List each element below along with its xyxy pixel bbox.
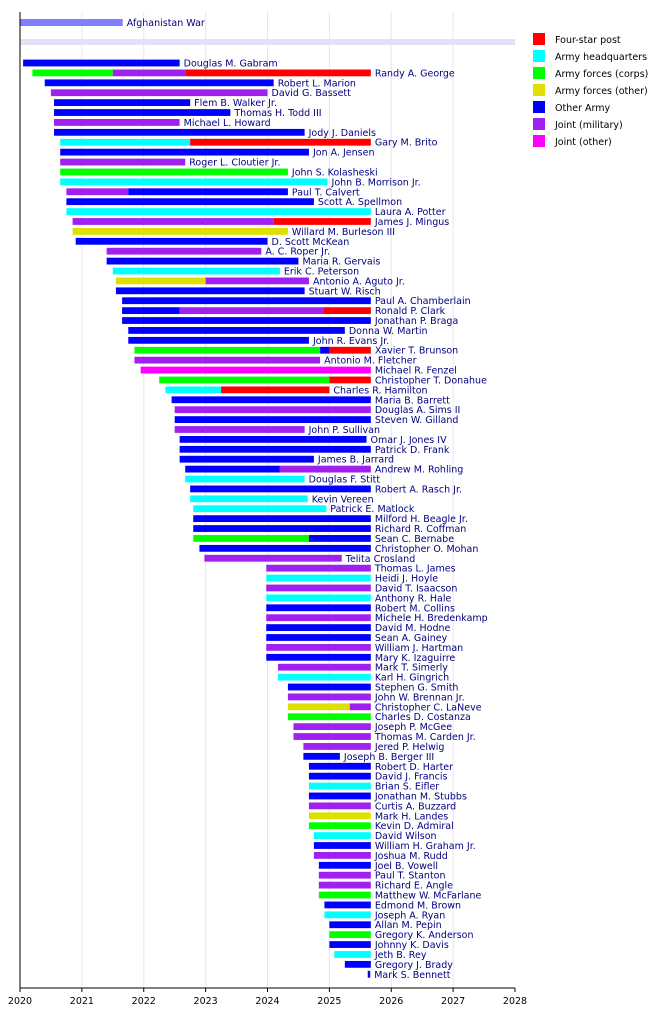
officer-label: David Wilson — [374, 831, 437, 843]
officer-label: Jeth B. Rey — [374, 949, 427, 961]
bar-segment-otherarmy — [128, 337, 309, 344]
officer-label: Jonathan M. Stubbs — [374, 791, 467, 803]
bar-segment-armyhq — [314, 832, 371, 839]
period-separator — [20, 39, 515, 45]
officer-label: Curtis A. Buzzard — [374, 801, 457, 813]
bar-segment-jointmil — [206, 278, 309, 285]
officer-label: John B. Morrison Jr. — [331, 177, 421, 189]
officer-label: Robert M. Collins — [374, 603, 455, 615]
bar-segment-otherarmy — [180, 446, 371, 453]
tick-label-2020: 2020 — [7, 996, 33, 1007]
officer-label: Omar J. Jones IV — [370, 434, 447, 446]
bar-segment-otherarmy — [128, 327, 345, 334]
officer-label: Xavier T. Brunson — [374, 345, 459, 357]
bar-segment-jointmil — [280, 466, 371, 473]
bar-segment-otherarmy — [23, 60, 180, 67]
officer-label: John R. Evans Jr. — [312, 335, 390, 347]
tick-label-2026: 2026 — [379, 996, 404, 1007]
bar-segment-otherarmy — [324, 902, 370, 909]
bar-segment-otherarmy — [180, 456, 314, 463]
tick-label-2021: 2021 — [69, 996, 94, 1007]
officer-label: Steven W. Gilland — [374, 415, 459, 427]
officer-label: Christopher O. Mohan — [374, 543, 479, 555]
officer-label: Karl H. Gingrich — [374, 672, 450, 684]
bar-segment-armyhq — [165, 386, 221, 393]
bar-segment-otherarmy — [190, 486, 371, 493]
bar-segment-armyother — [309, 812, 371, 819]
officer-label: Paul T. Stanton — [374, 870, 446, 882]
bar-segment-otherarmy — [60, 149, 309, 156]
officer-label: Heidi J. Hoyle — [374, 573, 439, 585]
officer-label: Kevin D. Admiral — [374, 821, 454, 833]
officer-label: Patrick D. Frank — [374, 444, 450, 456]
bar-segment-armyhq — [113, 268, 280, 275]
bar-segment-armyhq — [193, 505, 326, 512]
officer-label: Richard R. Coffman — [374, 524, 467, 536]
officer-label: James J. Mingus — [374, 216, 450, 228]
tick-label-2028: 2028 — [502, 996, 528, 1007]
bar-segment-otherarmy — [345, 961, 371, 968]
legend-swatch-jointother — [533, 135, 545, 147]
legend-swatch-armyother — [533, 84, 545, 96]
bar-segment-armyhq — [60, 178, 327, 185]
bar-segment-jointmil — [278, 664, 371, 671]
bar-segment-armyhq — [190, 495, 308, 502]
officer-label: Donna W. Martin — [348, 325, 428, 337]
bar-segment-otherarmy — [320, 347, 329, 354]
officer-label: William H. Graham Jr. — [374, 840, 476, 852]
bar-segment-jointmil — [175, 426, 305, 433]
officer-label: Gregory J. Brady — [374, 959, 453, 971]
officer-label: Gregory K. Anderson — [374, 930, 474, 942]
bar-segment-jointother — [141, 367, 371, 374]
officer-label: Joseph P. McGee — [374, 722, 453, 734]
bar-segment-jointmil — [293, 733, 370, 740]
bar-segment-jointmil — [180, 307, 324, 314]
bar-segment-armyother — [288, 703, 350, 710]
legend-swatch-fourstar — [533, 33, 545, 45]
officer-label: David G. Bassett — [271, 88, 351, 100]
legend-label-otherarmy: Other Army — [555, 103, 611, 114]
bar-segment-otherarmy — [303, 753, 340, 760]
officer-label: Randy A. George — [374, 68, 455, 80]
bar-segment-jointmil — [107, 248, 262, 255]
officer-label: Stephen G. Smith — [374, 682, 459, 694]
bar-segment-otherarmy — [314, 842, 371, 849]
bar-segment-jointmil — [134, 357, 320, 364]
bar-segment-otherarmy — [54, 109, 230, 116]
officer-label: Joseph A. Ryan — [374, 910, 446, 922]
officer-label: Douglas F. Stitt — [308, 474, 381, 486]
legend-swatch-otherarmy — [533, 101, 545, 113]
officer-label: Sean A. Gainey — [374, 632, 448, 644]
officer-label: Robert D. Harter — [374, 761, 454, 773]
bar-segment-otherarmy — [76, 238, 268, 245]
officer-label: Paul A. Chamberlain — [374, 296, 471, 308]
bar-segment-otherarmy — [66, 198, 314, 205]
officer-label: Gary M. Brito — [374, 137, 438, 149]
bar-segment-otherarmy — [172, 396, 371, 403]
tick-label-2027: 2027 — [441, 996, 466, 1007]
legend-label-corps: Army forces (corps) — [555, 69, 649, 80]
officer-label: Charles D. Costanza — [374, 712, 471, 724]
officer-label: Thomas M. Carden Jr. — [374, 732, 476, 744]
bar-segment-corps — [32, 70, 112, 77]
bar-segment-armyhq — [266, 575, 371, 582]
bar-segment-armyhq — [309, 783, 371, 790]
bar-segment-otherarmy — [54, 129, 305, 136]
bar-segment-fourstar — [274, 218, 371, 225]
bar-segment-corps — [309, 822, 371, 829]
officer-label: John S. Kolasheski — [291, 167, 378, 179]
officer-label: Kevin Vereen — [311, 494, 374, 506]
bar-segment-jointmil — [314, 852, 371, 859]
bar-segment-armyhq — [324, 911, 370, 918]
officer-label: Thomas L. James — [374, 563, 456, 575]
officer-label: David J. Francis — [374, 771, 448, 783]
officer-label: Stuart W. Risch — [308, 286, 381, 298]
bar-segment-otherarmy — [266, 604, 371, 611]
officer-label: Douglas A. Sims II — [374, 405, 461, 417]
bar-segment-armyother — [73, 228, 288, 235]
officer-label: Joseph B. Berger III — [343, 751, 435, 763]
officer-label: Robert A. Rasch Jr. — [374, 484, 463, 496]
bar-segment-fourstar — [329, 377, 370, 384]
bar-segment-otherarmy — [193, 525, 371, 532]
bar-segment-otherarmy — [329, 941, 370, 948]
bar-segment-jointmil — [60, 159, 185, 166]
officer-label: Jon A. Jensen — [312, 147, 375, 159]
bar-segment-otherarmy — [45, 79, 274, 86]
bar-segment-otherarmy — [193, 515, 371, 522]
bar-segment-jointmil — [309, 802, 371, 809]
officer-label: Michael L. Howard — [183, 117, 271, 129]
bar-segment-jointmil — [266, 585, 371, 592]
bar-segment-otherarmy — [266, 624, 371, 631]
officer-label: Mark H. Landes — [374, 811, 449, 823]
officer-label: Andrew M. Rohling — [374, 464, 464, 476]
officer-label: D. Scott McKean — [271, 236, 350, 248]
officer-label: Antonio A. Aguto Jr. — [312, 276, 405, 288]
bar-segment-armyhq — [185, 476, 304, 483]
officer-label: Ronald P. Clark — [374, 306, 446, 318]
officer-label: Anthony R. Hale — [374, 593, 452, 605]
officer-label: Christopher T. Donahue — [374, 375, 487, 387]
officer-label: Johnny K. Davis — [374, 940, 449, 952]
bar-segment-jointmil — [204, 555, 341, 562]
legend-label-armyother: Army forces (other) — [555, 86, 648, 97]
officer-label: William J. Hartman — [374, 642, 464, 654]
legend-label-jointmil: Joint (military) — [555, 120, 623, 131]
officer-label: A. C. Roper Jr. — [265, 246, 330, 258]
bar-segment-jointmil — [66, 188, 128, 195]
bar-segment-jointmil — [303, 743, 370, 750]
tick-label-2023: 2023 — [193, 996, 218, 1007]
bar-segment-jointmil — [319, 882, 371, 889]
legend-swatch-jointmil — [533, 118, 545, 130]
bar-segment-jointmil — [319, 872, 371, 879]
legend-label-armyhq: Army headquarters — [555, 52, 648, 63]
bar-segment-fourstar — [221, 386, 329, 393]
bar-segment-otherarmy — [329, 921, 370, 928]
officer-label: Charles R. Hamilton — [333, 385, 428, 397]
bar-segment-jointmil — [288, 694, 371, 701]
bar-segment-fourstar — [323, 307, 371, 314]
officer-label: John P. Sullivan — [308, 424, 381, 436]
officer-label: David T. Isaacson — [374, 583, 458, 595]
officer-label: Laura A. Potter — [374, 207, 446, 219]
bar-segment-jointmil — [54, 119, 180, 126]
bar-segment-corps — [193, 535, 309, 542]
bar-segment-otherarmy — [122, 297, 371, 304]
bar-segment-otherarmy — [175, 416, 371, 423]
officer-label: Edmond M. Brown — [374, 900, 462, 912]
legend-label-fourstar: Four-star post — [555, 35, 621, 46]
bar-segment-otherarmy — [266, 634, 371, 641]
officer-label: Jody J. Daniels — [308, 127, 376, 139]
officer-label: Christopher C. LaNeve — [374, 702, 482, 714]
officer-label: David M. Hodne — [374, 623, 451, 635]
officer-label: Allan M. Pepin — [374, 920, 442, 932]
officer-label: Maria B. Barrett — [374, 395, 450, 407]
officer-label: Paul T. Calvert — [291, 187, 360, 199]
bar-segment-otherarmy — [107, 258, 299, 265]
officer-label: Mark S. Bennett — [374, 969, 451, 981]
bar-segment-corps — [319, 892, 371, 899]
bar-segment-jointmil — [113, 70, 185, 77]
period-bar — [20, 19, 123, 26]
bar-segment-otherarmy — [266, 654, 371, 661]
tick-label-2025: 2025 — [317, 996, 342, 1007]
bar-segment-armyhq — [334, 951, 371, 958]
bar-segment-armyother — [116, 278, 206, 285]
officer-label: Maria R. Gervais — [302, 256, 381, 268]
bar-segment-otherarmy — [309, 535, 371, 542]
officer-label: Joshua M. Rudd — [374, 850, 448, 862]
legend — [533, 33, 648, 148]
officer-label: Willard M. Burleson III — [291, 226, 396, 238]
bar-segment-fourstar — [329, 347, 370, 354]
bar-segment-fourstar — [185, 70, 371, 77]
officer-label: Richard E. Angle — [374, 880, 454, 892]
bar-segment-armyhq — [266, 594, 371, 601]
officer-label: Thomas H. Todd III — [234, 108, 322, 120]
officer-label: Michele H. Bredenkamp — [374, 613, 488, 625]
bar-segment-otherarmy — [185, 466, 280, 473]
bar-segment-jointmil — [350, 703, 371, 710]
tick-label-2024: 2024 — [255, 996, 280, 1007]
bar-segment-armyhq — [66, 208, 370, 215]
bar-segment-corps — [159, 377, 329, 384]
officer-label: Brian S. Eifler — [374, 781, 440, 793]
bar-segment-corps — [134, 347, 320, 354]
bar-segment-otherarmy — [116, 287, 305, 294]
bar-segment-otherarmy — [288, 684, 371, 691]
bar-segment-jointmil — [266, 565, 371, 572]
officer-label: Sean C. Bernabe — [374, 533, 455, 545]
officer-label: Jonathan P. Braga — [374, 316, 459, 328]
bar-segment-otherarmy — [309, 763, 371, 770]
bar-segment-otherarmy — [319, 862, 371, 869]
bar-segment-otherarmy — [54, 99, 190, 106]
legend-label-jointother: Joint (other) — [555, 137, 612, 148]
officer-label: Jered P. Helwig — [374, 741, 445, 753]
bar-segment-armyhq — [60, 139, 190, 146]
bar-segment-otherarmy — [368, 971, 370, 978]
officer-label: Patrick E. Matlock — [330, 504, 415, 516]
tick-label-2022: 2022 — [131, 996, 156, 1007]
bar-segment-corps — [288, 713, 371, 720]
officer-label: Telita Crosland — [345, 553, 416, 565]
period-label: Afghanistan War — [126, 18, 205, 29]
officer-label: Robert L. Marion — [277, 78, 356, 90]
bar-segment-otherarmy — [122, 307, 180, 314]
bar-segment-jointmil — [266, 644, 371, 651]
bar-segment-otherarmy — [309, 793, 371, 800]
officer-label: Michael R. Fenzel — [374, 365, 457, 377]
bar-segment-corps — [60, 169, 288, 176]
officer-label: Milford H. Beagle Jr. — [374, 514, 468, 526]
bar-segment-jointmil — [175, 406, 371, 413]
legend-swatch-corps — [533, 67, 545, 79]
officer-label: James B. Jarrard — [317, 454, 395, 466]
officer-label: Antonio M. Fletcher — [324, 355, 417, 367]
officer-label: John W. Brennan Jr. — [374, 692, 465, 704]
bar-segment-otherarmy — [128, 188, 288, 195]
officer-label: Roger L. Cloutier Jr. — [189, 157, 281, 169]
bar-segment-otherarmy — [122, 317, 371, 324]
bar-segment-fourstar — [190, 139, 371, 146]
officer-label: Matthew W. McFarlane — [374, 890, 482, 902]
bar-segment-jointmil — [51, 89, 268, 96]
bar-segment-jointmil — [293, 723, 370, 730]
bar-segment-jointmil — [266, 614, 371, 621]
officer-label: Erik C. Peterson — [283, 266, 360, 278]
bar-segment-otherarmy — [199, 545, 370, 552]
officer-label: Mary K. Izaguirre — [374, 652, 456, 664]
bar-segment-armyhq — [278, 674, 371, 681]
bar-segment-corps — [329, 931, 370, 938]
officer-label: Douglas M. Gabram — [183, 58, 278, 70]
officer-label: Mark T. Simerly — [374, 662, 448, 674]
bar-segment-otherarmy — [180, 436, 367, 443]
bar-segment-jointmil — [73, 218, 274, 225]
officer-label: Flem B. Walker Jr. — [194, 98, 277, 110]
legend-swatch-armyhq — [533, 50, 545, 62]
officer-label: Scott A. Spellmon — [317, 197, 403, 209]
bar-segment-otherarmy — [309, 773, 371, 780]
officer-label: Joel B. Vowell — [374, 860, 438, 872]
